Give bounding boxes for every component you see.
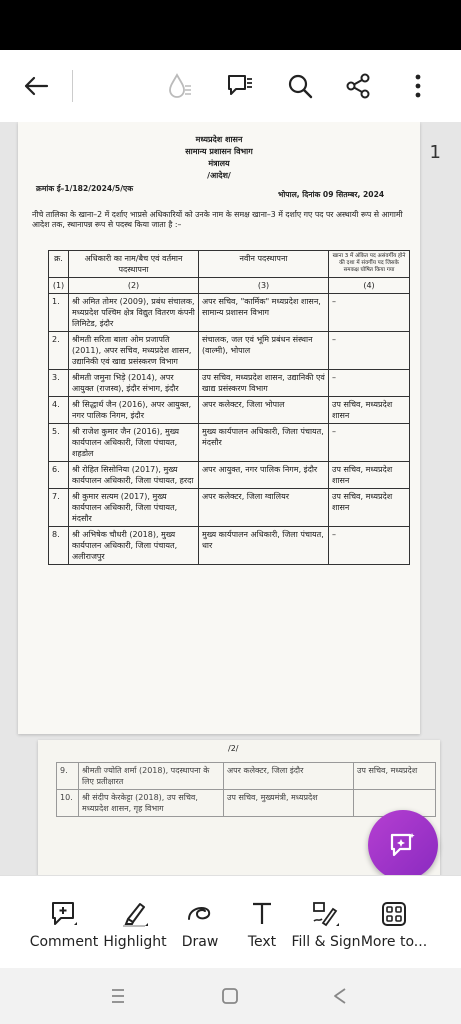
row-serial: 5. xyxy=(49,424,69,462)
tool-label: Fill & Sign xyxy=(291,934,361,950)
doc-place-date: भोपाल, दिनांक 09 सितम्बर, 2024 xyxy=(278,190,385,199)
doc-order-number: क्रमांक ई–1/182/2024/5/एक xyxy=(36,184,134,193)
row-serial: 7. xyxy=(49,489,69,527)
toolbar-divider xyxy=(72,70,73,102)
tool-label: Text xyxy=(247,934,277,950)
bottom-toolbar xyxy=(0,875,461,968)
back-arrow-icon[interactable] xyxy=(18,68,54,104)
table-row xyxy=(49,294,410,332)
table-row xyxy=(49,370,410,397)
row-equivalent: उप सचिव, मध्यप्रदेश xyxy=(354,763,436,790)
recent-apps-icon[interactable] xyxy=(106,984,130,1008)
row-officer: श्री रोहित सिसोनिया (2017), मुख्य कार्यपालन अधिकारी, जिला पंचायत, हरदा xyxy=(69,462,199,489)
row-new-post: अपर कलेक्टर, जिला भोपाल xyxy=(199,397,329,424)
page2-number: /2/ xyxy=(228,744,239,753)
row-serial: 9. xyxy=(57,763,79,790)
row-officer: श्री सिद्धार्थ जैन (2016), अपर आयुक्त, नगर पालिक निगम, इंदौर xyxy=(69,397,199,424)
system-nav-bar xyxy=(0,968,461,1024)
col-number: (1) xyxy=(49,278,69,294)
row-equivalent: – xyxy=(329,332,410,370)
row-serial: 10. xyxy=(57,790,79,817)
table-row xyxy=(49,462,410,489)
col-number: (4) xyxy=(329,278,410,294)
row-officer: श्री राजेश कुमार जैन (2016), मुख्य कार्यपालन अधिकारी, जिला पंचायत, शहडोल xyxy=(69,424,199,462)
overflow-menu-icon[interactable] xyxy=(400,68,436,104)
doc-state: मध्यप्रदेश शासन xyxy=(195,135,243,144)
row-new-post: अपर कलेक्टर, जिला इंदौर xyxy=(224,763,354,790)
row-officer: श्रीमती जमुना भिड़े (2014), अपर आयुक्त (राजस्व), इंदौर संभाग, इंदौर xyxy=(69,370,199,397)
row-equivalent: – xyxy=(329,294,410,332)
row-serial: 2. xyxy=(49,332,69,370)
row-equivalent: – xyxy=(329,424,410,462)
row-new-post: मुख्य कार्यपालन अधिकारी, जिला पंचायत, मंदसौर xyxy=(199,424,329,462)
row-officer: श्रीमती सरिता बाला ओम प्रजापति (2011), अपर सचिव, मध्यप्रदेश शासन, उद्यानिकी एवं खाद्य प्रसंस्करण विभाग xyxy=(69,332,199,370)
document-viewer[interactable] xyxy=(0,122,461,875)
row-officer: श्री कुमार सत्यम (2017), मुख्य कार्यपालन अधिकारी, जिला पंचायत, मंदसौर xyxy=(69,489,199,527)
row-new-post: उप सचिव, मध्यप्रदेश शासन, उद्यानिकी एवं खाद्य प्रसंस्करण विभाग xyxy=(199,370,329,397)
share-icon[interactable] xyxy=(340,68,376,104)
row-serial: 8. xyxy=(49,527,69,565)
row-equivalent: – xyxy=(329,527,410,565)
table-row xyxy=(49,424,410,462)
ai-assistant-icon xyxy=(388,830,418,860)
row-officer: श्री अमित तोमर (2009), प्रबंध संचालक, मध्यप्रदेश पश्चिम क्षेत्र विद्युत वितरण कंपनी लिमिटेड, इंदौर xyxy=(69,294,199,332)
table-row xyxy=(57,790,436,817)
status-bar xyxy=(0,0,461,50)
table-number-row xyxy=(49,278,410,294)
tool-label: Comment xyxy=(29,934,99,950)
more-tools[interactable] xyxy=(354,898,434,950)
comment-tool[interactable] xyxy=(24,898,104,950)
doc-department: सामान्य प्रशासन विभाग xyxy=(185,147,253,156)
home-icon[interactable] xyxy=(218,984,242,1008)
tool-label: Highlight xyxy=(103,934,167,950)
row-officer: श्रीमती ज्योति शर्मा (2018), पदस्थापना के लिए प्रतीक्षारत xyxy=(79,763,224,790)
row-equivalent: उप सचिव, मध्यप्रदेश शासन xyxy=(329,489,410,527)
comment-add-icon xyxy=(24,898,104,930)
row-new-post: अपर आयुक्त, नगर पालिक निगम, इंदौर xyxy=(199,462,329,489)
table-row xyxy=(49,332,410,370)
top-toolbar xyxy=(0,50,461,122)
more-tools-icon xyxy=(354,898,434,930)
row-new-post: अपर कलेक्टर, जिला ग्वालियर xyxy=(199,489,329,527)
row-equivalent: उप सचिव, मध्यप्रदेश शासन xyxy=(329,397,410,424)
liquid-mode-icon[interactable] xyxy=(162,68,198,104)
row-serial: 1. xyxy=(49,294,69,332)
table-row xyxy=(57,763,436,790)
col-number: (2) xyxy=(69,278,199,294)
row-serial: 3. xyxy=(49,370,69,397)
row-officer: श्री संदीप केरकेट्टा (2018), उप सचिव, मध्यप्रदेश शासन, गृह विभाग xyxy=(79,790,224,817)
row-new-post: उप सचिव, मुख्यमंत्री, मध्यप्रदेश xyxy=(224,790,354,817)
ai-assistant-button[interactable] xyxy=(368,810,438,875)
row-new-post: संचालक, जल एवं भूमि प्रबंधन संस्थान (वाल्मी), भोपाल xyxy=(199,332,329,370)
row-new-post: अपर सचिव, "कार्मिक" मध्यप्रदेश शासन, सामान्य प्रशासन विभाग xyxy=(199,294,329,332)
col-header-serial: क्र. xyxy=(49,251,69,278)
col-header-equivalent: खाना 3 में अंकित पद असंवर्गीय होने की दशा में संवर्गीय पद जिसके समकक्ष घोषित किया गया xyxy=(329,251,410,278)
row-officer: श्री अभिषेक चौधरी (2018), मुख्य कार्यपालन अधिकारी, जिला पंचायत, अलीराजपुर xyxy=(69,527,199,565)
tool-label: Draw xyxy=(181,934,219,950)
col-header-officer: अधिकारी का नाम/बैच एवं वर्तमान पदस्थापना xyxy=(69,251,199,278)
table-row xyxy=(49,489,410,527)
col-header-new-post: नवीन पदस्थापना xyxy=(199,251,329,278)
document-page-1 xyxy=(18,122,420,734)
table-header-row xyxy=(49,251,410,278)
row-new-post: मुख्य कार्यपालन अधिकारी, जिला पंचायत, धार xyxy=(199,527,329,565)
doc-order-title: /आदेश/ xyxy=(207,171,231,180)
page-indicator: 1 xyxy=(429,142,441,163)
row-serial: 6. xyxy=(49,462,69,489)
row-equivalent: – xyxy=(329,370,410,397)
table-row xyxy=(49,527,410,565)
table-row xyxy=(49,397,410,424)
doc-intro: नीचे तालिका के खाना–2 में दर्शाए भाप्रसे अधिकारियों को उनके नाम के समक्ष खाना–3 में दर्शाए गए पद पर अस्थायी रूप से आगामी आदेश तक, स्थानापन्न रूप से पदस्थ किया जाता है :– xyxy=(32,210,403,229)
comments-list-icon[interactable] xyxy=(222,68,258,104)
back-nav-icon[interactable] xyxy=(328,984,352,1008)
row-equivalent: उप सचिव, मध्यप्रदेश शासन xyxy=(329,462,410,489)
col-number: (3) xyxy=(199,278,329,294)
tool-label: More to... xyxy=(360,934,428,950)
search-icon[interactable] xyxy=(282,68,318,104)
posting-table xyxy=(48,250,410,565)
posting-table-continued xyxy=(56,762,436,817)
doc-ministry: मंत्रालय xyxy=(208,159,230,168)
row-serial: 4. xyxy=(49,397,69,424)
